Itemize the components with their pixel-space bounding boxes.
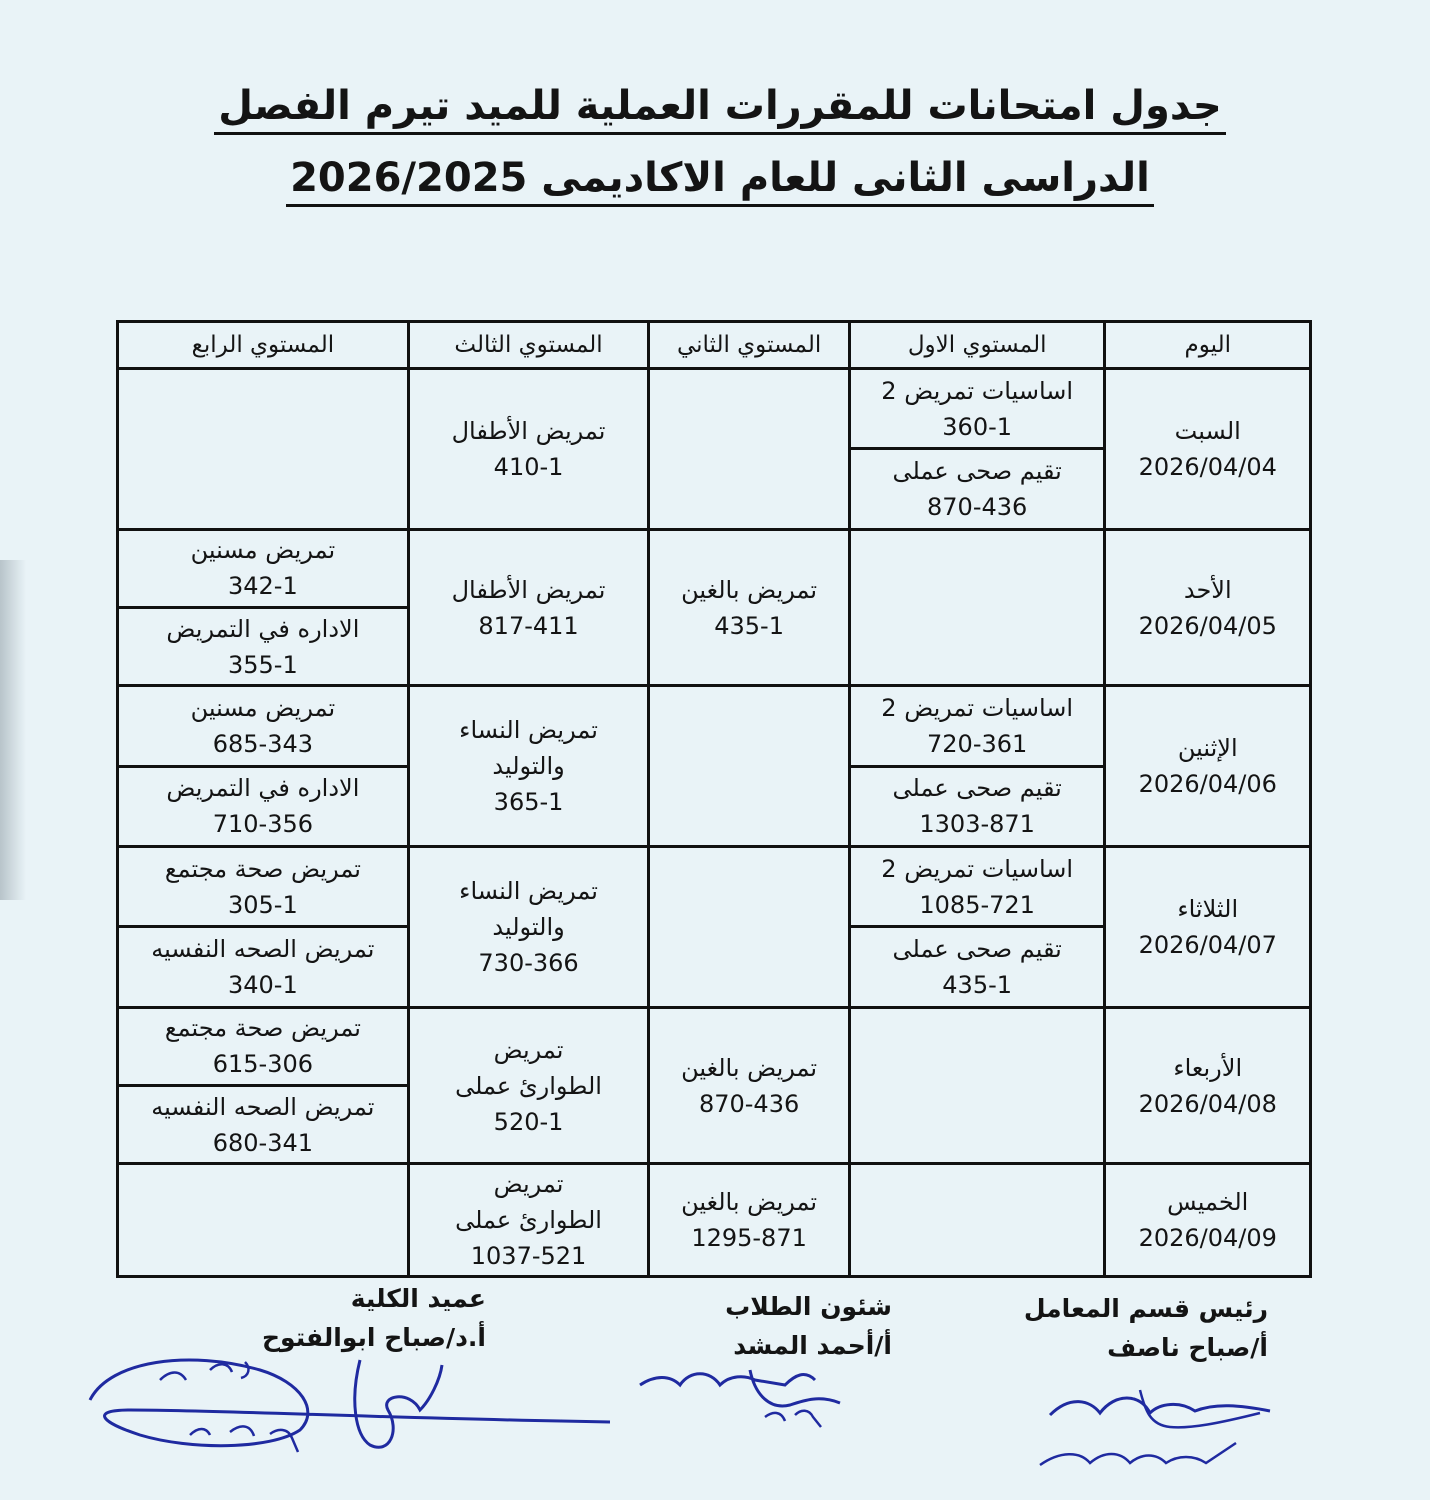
- day-cell: [1105, 686, 1311, 847]
- course-code: 520-1: [493, 1107, 564, 1136]
- course-name: تمريض بالغين: [681, 1188, 818, 1217]
- signatory-title: عميد الكلية: [350, 1284, 486, 1313]
- level4-exam-cell: [118, 608, 409, 686]
- course-name: تمريض الصحه النفسيه: [151, 1092, 375, 1121]
- course-code: 710-356: [212, 810, 314, 839]
- level1-exam-cell: [849, 686, 1105, 766]
- level4-exam-cell: [118, 1086, 409, 1164]
- course-code: 870-436: [927, 493, 1028, 522]
- course-code: 305-1: [228, 890, 298, 919]
- signatory-name: أ/صباح ناصف: [1107, 1332, 1268, 1362]
- course-code: 435-1: [942, 971, 1013, 1000]
- course-name: تمريض مسنين: [190, 694, 336, 723]
- course-code: 365-1: [493, 788, 564, 817]
- day-cell: [1105, 369, 1311, 530]
- level2-exam-cell-empty: [649, 686, 850, 847]
- day-date: 2026/04/06: [1138, 770, 1277, 799]
- day-name: السبت: [1174, 416, 1241, 445]
- level4-exam-cell: [118, 847, 409, 927]
- header-level-4: المستوي الرابع: [118, 322, 409, 369]
- lab-head-handwritten-signature: [1030, 1375, 1300, 1485]
- header-level-2: المستوي الثاني: [649, 322, 850, 369]
- level4-exam-cell: [118, 766, 409, 846]
- level1-exam-cell: [849, 847, 1105, 927]
- course-code: 435-1: [714, 611, 784, 640]
- level4-exam-cell: [118, 1007, 409, 1085]
- table-row: [118, 369, 1311, 449]
- level2-exam-cell-empty: [649, 847, 850, 1008]
- day-cell: [1105, 1164, 1311, 1277]
- student-affairs-handwritten-signature: [630, 1355, 880, 1435]
- course-name: الاداره في التمريض: [166, 774, 360, 803]
- course-name: تقيم صحى عملى: [892, 457, 1062, 486]
- level1-exam-cell-empty: [849, 1007, 1105, 1164]
- day-date: 2026/04/07: [1138, 930, 1277, 959]
- course-code: 360-1: [942, 412, 1013, 441]
- level4-exam-cell: [118, 686, 409, 766]
- header-level-1: المستوي الاول: [849, 322, 1105, 369]
- signatory-name: أ.د/صباح ابوالفتوح: [262, 1322, 486, 1352]
- level1-exam-cell: [849, 369, 1105, 449]
- level3-exam-cell: [408, 369, 649, 530]
- document-title-line-2: الدراسى الثانى للعام الاكاديمى 2026/2025: [200, 158, 1240, 207]
- course-name: تمريض صحة مجتمع: [164, 854, 361, 883]
- level2-exam-cell: [649, 1007, 850, 1164]
- level3-exam-cell: [408, 1164, 649, 1277]
- exam-schedule-table: [116, 320, 1312, 1278]
- level1-exam-cell: [849, 927, 1105, 1007]
- signatory-title: شئون الطلاب: [725, 1292, 892, 1321]
- level4-exam-cell-empty: [118, 1164, 409, 1277]
- course-code: 355-1: [228, 650, 298, 679]
- course-code: 342-1: [228, 572, 298, 601]
- course-name: تمريض صحة مجتمع: [164, 1014, 361, 1043]
- course-name: تقيم صحى عملى: [892, 935, 1062, 964]
- day-cell: [1105, 529, 1311, 686]
- signature-block-lab-head: [928, 1290, 1268, 1368]
- day-date: 2026/04/08: [1138, 1089, 1277, 1118]
- document-title-line-1: جدول امتحانات للمقررات العملية للميد تيرم الفصل: [200, 86, 1240, 135]
- level1-exam-cell: [849, 766, 1105, 846]
- level3-exam-cell: [408, 1007, 649, 1164]
- day-name: الثلاثاء: [1177, 894, 1239, 923]
- course-code: 720-361: [927, 730, 1028, 759]
- day-date: 2026/04/05: [1138, 611, 1277, 640]
- course-name: تمريض الصحه النفسيه: [151, 935, 375, 964]
- level1-exam-cell: [849, 449, 1105, 529]
- course-code: 1303-871: [919, 810, 1035, 839]
- course-name: تمريض الأطفال: [451, 575, 606, 604]
- level1-exam-cell-empty: [849, 1164, 1105, 1277]
- signatory-title: رئيس قسم المعامل: [1023, 1294, 1268, 1323]
- day-cell: [1105, 1007, 1311, 1164]
- day-name: الخميس: [1167, 1188, 1249, 1217]
- signatory-name: أ/أحمد المشد: [733, 1330, 892, 1360]
- level3-exam-cell: [408, 847, 649, 1008]
- course-name: اساسيات تمريض 2: [881, 854, 1074, 883]
- day-name: الأربعاء: [1173, 1053, 1243, 1082]
- course-name: تمريض بالغين: [681, 575, 818, 604]
- level2-exam-cell: [649, 529, 850, 686]
- course-code: 615-306: [212, 1050, 314, 1079]
- level2-exam-cell-empty: [649, 369, 850, 530]
- table-row: [118, 847, 1311, 927]
- page-edge-shadow: [0, 560, 26, 900]
- table-row: [118, 1164, 1311, 1277]
- level1-exam-cell-empty: [849, 529, 1105, 686]
- level3-exam-cell: [408, 529, 649, 686]
- level3-exam-cell: [408, 686, 649, 847]
- table-row: [118, 1007, 1311, 1085]
- course-code: 680-341: [212, 1128, 314, 1157]
- table-header-row: [118, 322, 1311, 369]
- day-date: 2026/04/04: [1138, 452, 1277, 481]
- level4-exam-cell: [118, 927, 409, 1007]
- course-name: تمريض الأطفال: [451, 416, 606, 445]
- course-name: تمريض الطوارئ عملى: [455, 1035, 602, 1100]
- course-code: 870-436: [698, 1089, 800, 1118]
- course-code: 1295-871: [691, 1224, 807, 1253]
- dean-handwritten-signature: [70, 1340, 650, 1475]
- course-name: تمريض مسنين: [190, 536, 336, 565]
- course-name: اساسيات تمريض 2: [881, 376, 1074, 405]
- day-name: الأحد: [1183, 575, 1232, 604]
- course-code: 340-1: [228, 971, 298, 1000]
- level2-exam-cell: [649, 1164, 850, 1277]
- header-level-3: المستوي الثالث: [408, 322, 649, 369]
- course-name: تمريض النساء والتوليد: [459, 716, 598, 781]
- table-row: [118, 529, 1311, 607]
- course-code: 1037-521: [470, 1242, 587, 1271]
- course-code: 410-1: [493, 452, 564, 481]
- course-name: تقيم صحى عملى: [892, 774, 1062, 803]
- course-name: تمريض بالغين: [681, 1053, 818, 1082]
- level4-exam-cell-empty: [118, 369, 409, 530]
- level4-exam-cell: [118, 529, 409, 607]
- header-day: اليوم: [1105, 322, 1311, 369]
- course-code: 1085-721: [919, 890, 1035, 919]
- day-name: الإثنين: [1177, 734, 1238, 763]
- course-code: 685-343: [212, 730, 314, 759]
- course-code: 817-411: [478, 611, 579, 640]
- course-name: تمريض الطوارئ عملى: [455, 1170, 602, 1235]
- course-name: الاداره في التمريض: [166, 614, 360, 643]
- course-name: اساسيات تمريض 2: [881, 694, 1074, 723]
- day-date: 2026/04/09: [1138, 1224, 1277, 1253]
- course-name: تمريض النساء والتوليد: [459, 876, 598, 941]
- table-row: [118, 686, 1311, 766]
- course-code: 730-366: [478, 948, 579, 977]
- day-cell: [1105, 847, 1311, 1008]
